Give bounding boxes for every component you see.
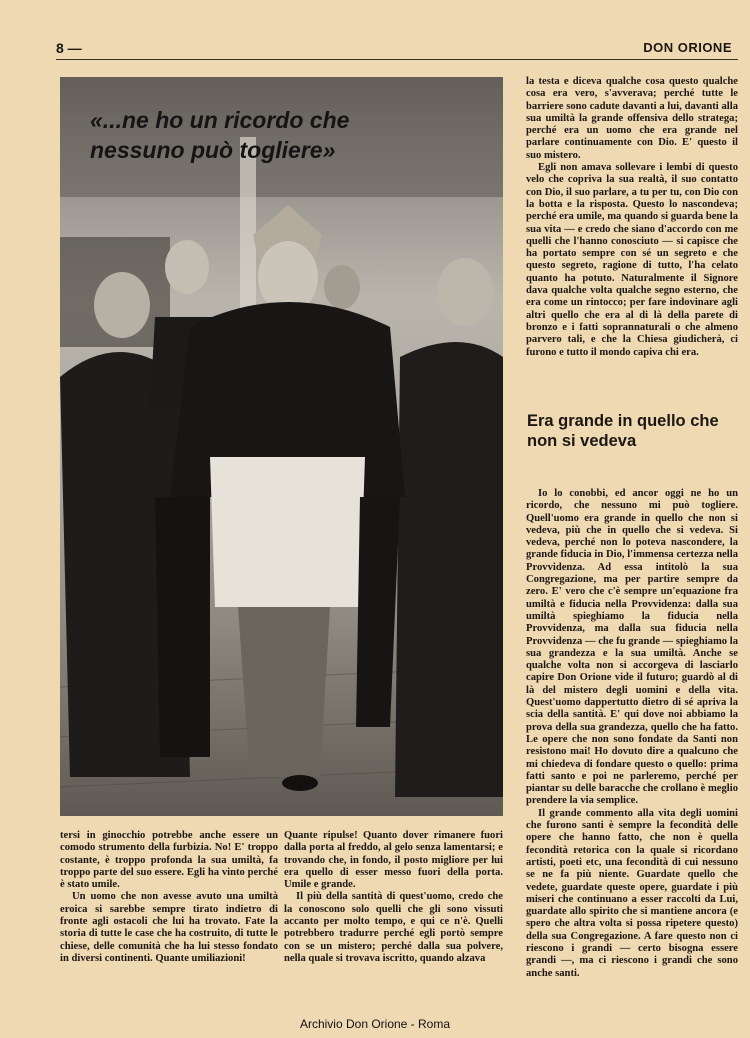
section-heading: Era grande in quello che non si vedeva — [527, 412, 719, 450]
paragraph: la testa e diceva qualche cosa questo qualche cosa era vero, s'avverava; perché tutte le barriere sono cadute davanti a lui, davanti alla sua umiltà la grande offensiva dello stratega; perché era un uomo che era grande nel parlare continuamente con Dio. E' questo il suo mistero. — [526, 76, 738, 161]
paragraph: Quante ripulse! Quanto dover rimanere fuori dalla porta al freddo, al gelo senza lamentarsi; e trovando che, in fondo, il posto migliore per lui era quello di esser messo fuori della porta. Umile e grande. — [284, 830, 503, 891]
photograph — [60, 77, 503, 816]
running-title: DON ORIONE — [643, 40, 732, 55]
text-column-c-top — [526, 76, 738, 359]
text-column-a — [60, 830, 278, 965]
paragraph: Egli non amava sollevare i lembi di questo velo che copriva la sua realtà, il suo contatto con Dio, il suo parlare, a tu per tu, con Dio con la botta e la risposta. Questo lo nascondeva; perché era umile, ma quando si guarda bene la sua vita — e credo che siano d'accordo con me quelli che l'hanno conosciuto — si capisce che ha portato sempre con sé un segreto e che questo segreto, ragione di tutto, l'ha celato quanto ha potuto. Naturalmente il Signore dava qualche volta qualche segno esterno, che era come un rintocco; per fare indovinare agli altri quello che era al di là della parete di bronzo e i fatti soprannaturali o che almeno parvero tali, e che la Chiesa giudicherà, ci furono e tutto il mondo capiva chi era. — [526, 162, 738, 358]
paragraph: Un uomo che non avesse avuto una umiltà eroica si sarebbe sempre tirato indietro di fronte agli ostacoli che lui ha trovato. Fate la storia di tutte le case che ha costruito, di tutte le chiese, delle comunità che ha lui stesso fondato in diversi continenti. Quante umiliazioni! — [60, 891, 278, 964]
paragraph: tersi in ginocchio potrebbe anche essere un comodo strumento della furbizia. No! E' troppo costante, è troppo profonda la sua umiltà, fa troppo parte del suo essere. Egli ha vinto perché è stato umile. — [60, 830, 278, 891]
header-rule — [56, 59, 738, 60]
paragraph: Il grande commento alla vita degli uomini che furono santi è sempre la fecondità delle opere che hanno fatto, che non è quella fecondità retorica con la quale si ricordano artisti, poeti etc, una fecondità di cui nessuno se ne fa più niente. Guardate quello che vedete, guardate queste opere, guardate i più miseri che continuano a esser raccolti da Lui, guardate allo spirito che si mantiene ancora (e spero che altra volta si possa ripetere questo) della sua Congregazione. A fare questo non ci riescono i grandi — certo bisogna essere grandi —, ma ci riescono i grandi che sono anche santi. — [526, 807, 738, 979]
paragraph: Il più della santità di quest'uomo, credo che la conoscono solo quelli che gli sono vissuti accanto per molto tempo, e qui ce n'è. Quelli potrebbero tradurre perché egli portò sempre con se un mistero; perché dalla sua polvere, nella quale si trovava iscritto, quando alzava — [284, 891, 503, 964]
archive-credit: Archivio Don Orione - Roma — [299, 1017, 451, 1031]
page-number: 8 — — [56, 40, 82, 56]
text-column-c-bottom — [526, 488, 738, 980]
photo-caption-quote: «...ne ho un ricordo che nessuno può togliere» — [90, 107, 350, 163]
paragraph: Io lo conobbi, ed ancor oggi ne ho un ricordo, che nessuno mi può togliere. Quell'uomo era grande in quello che non si vedeva, più che in quello che si vedeva. Si vedeva, perché non lo poteva nascondere, la grande fiducia in Dio, l'immensa certezza nella Provvidenza. Ad essa intitolò la sua Congregazione, ma per partire sempre da zero. E' vero che c'è sempre un'equazione fra umiltà e fiducia nella Provvidenza: dalla sua umiltà spieghiamo la fiducia nella Provvidenza, ma dalla sua fiducia nella Provvidenza — che fu grande — spieghiamo la sua grandezza e la sua umiltà. Anche se qualche volta non si accorgeva di lasciarlo capire Don Orione vide il futuro; guardò al di là del mistero degli uomini e della vita. Quest'uomo dappertutto dietro di sé apriva la scia della santità. E' qui dove noi abbiamo la prova della sua grandezza, quello che ha fatto. Le opere che non sono fondate da Santi non resistono mai! Ho dovuto dire a qualcuno che mi chiedeva di fondare questo o quello: prima fatti santo e poi ne parleremo, perché per piantar su delle baracche che crollano è meglio prendere la via semplice. — [526, 488, 738, 807]
photo-scene — [60, 77, 503, 816]
text-column-b — [284, 830, 503, 965]
